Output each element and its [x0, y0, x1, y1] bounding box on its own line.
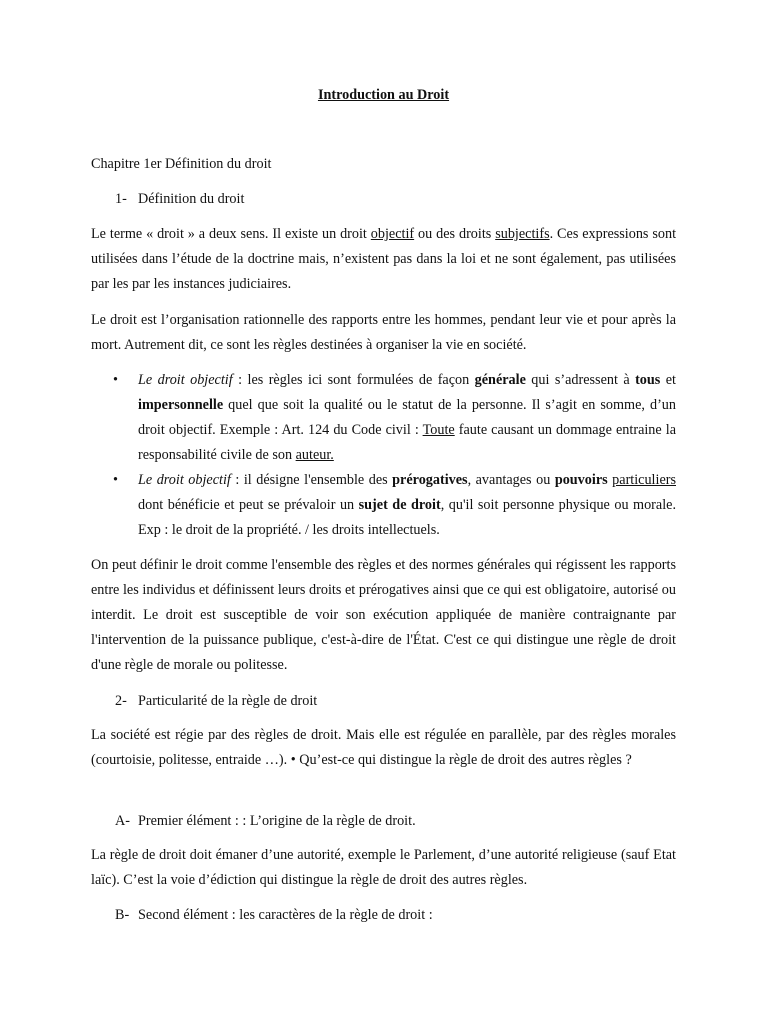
- section-heading-a: [115, 809, 416, 834]
- bullet-item: [91, 468, 676, 543]
- bold-term: sujet de droit: [358, 497, 441, 513]
- text-run: quel que soit la qualité ou le statut de la personne. Il s’agit en somme, d’un droit objectif. Exemple : Art. 124 du Code civil :: [138, 397, 676, 438]
- text-run: , qu'il soit personne physique ou morale. Exp : le droit de la propriété. / les droits intellectuels.: [138, 497, 676, 538]
- underlined-term: subjectifs: [495, 226, 550, 242]
- section-number: 1-: [115, 191, 127, 207]
- italic-term: Le droit objectif: [138, 372, 233, 388]
- bullet-icon: •: [113, 472, 118, 488]
- document-title: Introduction au Droit: [317, 87, 450, 103]
- section-heading-2: [115, 689, 317, 714]
- bold-term: impersonnelle: [138, 397, 224, 413]
- bullet-list: [91, 368, 676, 543]
- text-run: Le terme « droit » a deux sens. Il existe un droit: [91, 226, 371, 242]
- bold-term: pouvoirs: [554, 472, 608, 488]
- section-number: A-: [115, 813, 130, 829]
- bullet-icon: •: [113, 372, 118, 388]
- bold-term: tous: [635, 372, 661, 388]
- section-label: Second élément : les caractères de la règle de droit :: [138, 907, 433, 923]
- chapter-heading: Chapitre 1er Définition du droit: [91, 156, 272, 172]
- bold-term: générale: [474, 372, 526, 388]
- text-run: ou des droits: [414, 226, 496, 242]
- text-run: , avantages ou: [467, 472, 555, 488]
- text-run: et: [660, 372, 676, 388]
- text-run: : il désigne l'ensemble des: [230, 472, 393, 488]
- bullet-item: [91, 368, 676, 468]
- section-number: B-: [115, 907, 130, 923]
- section-label: Particularité de la règle de droit: [138, 693, 318, 709]
- section-heading-1: [115, 187, 244, 212]
- paragraph-1: [91, 222, 676, 297]
- text-run: dont bénéficie et peut se prévaloir un: [138, 497, 359, 513]
- section-label: Définition du droit: [138, 191, 245, 207]
- paragraph-4: La société est régie par des règles de droit. Mais elle est régulée en parallèle, par des règles morales (courtoisie, politesse, entraide …). • Qu’est-ce qui distingue la règle de droit des autres règles ?: [91, 727, 676, 768]
- text-run: . Ces expressions sont utilisées dans l’étude de la doctrine mais, n’existent pas dans la loi et ne sont également, pas utilisées par les par les instances judiciaires.: [91, 226, 677, 292]
- text-run: : les règles ici sont formulées de façon: [232, 372, 475, 388]
- underlined-term: Toute: [422, 422, 455, 438]
- bold-term: prérogatives: [392, 472, 468, 488]
- italic-term: Le droit objectif: [138, 472, 231, 488]
- paragraph-5: La règle de droit doit émaner d’une autorité, exemple le Parlement, d’une autorité religieuse (sauf Etat laïc). C’est la voie d’édiction qui distingue la règle de droit des autres règles.: [91, 847, 676, 888]
- text-run: qui s’adressent à: [525, 372, 636, 388]
- paragraph-2: Le droit est l’organisation rationnelle des rapports entre les hommes, pendant leur vie et pour après la mort. Autrement dit, ce sont les règles destinées à organiser la vie en société.: [91, 312, 676, 353]
- paragraph-3: On peut définir le droit comme l'ensemble des règles et des normes générales qui régissent les rapports entre les individus et définissent leurs droits et prérogatives ainsi que ce qui est obligatoire, autorisé ou interdit. Le droit est susceptible de voir son exécution appliquée de manière contraignante par l'intervention de la puissance publique, c'est-à-dire de l'État. C'est ce qui distingue une règle de droit d'une règle de morale ou politesse.: [91, 557, 676, 673]
- underlined-term: objectif: [370, 226, 415, 242]
- underlined-term: particuliers: [612, 472, 676, 488]
- section-number: 2-: [115, 693, 127, 709]
- underlined-term: auteur.: [295, 447, 334, 463]
- section-label: Premier élément : : L’origine de la règle de droit.: [138, 813, 416, 829]
- text-run: faute causant un dommage entraine la responsabilité civile de son: [138, 422, 676, 463]
- section-heading-b: [115, 903, 433, 928]
